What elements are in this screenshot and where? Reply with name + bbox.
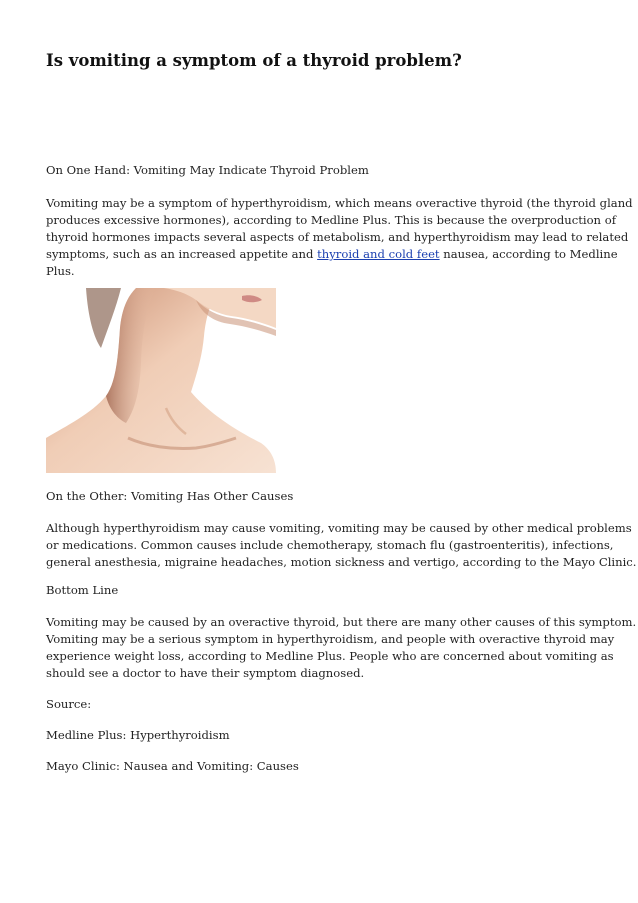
neck-photo-icon xyxy=(46,288,276,473)
paragraph-text: nausea, according to Medline xyxy=(439,247,618,261)
section-heading-other-causes: On the Other: Vomiting Has Other Causes xyxy=(46,489,294,503)
paragraph-line: Vomiting may be caused by an overactive thyroid, but there are many other causes of this symptom. xyxy=(46,615,637,629)
paragraph-text: symptoms, such as an increased appetite and xyxy=(46,247,318,261)
paragraph-line: Vomiting may be a serious symptom in hyperthyroidism, and people with overactive thyroid may xyxy=(46,632,615,646)
thyroid-cold-feet-link[interactable]: thyroid and cold feet xyxy=(317,247,440,261)
woman-neck-photo xyxy=(46,288,276,473)
source-item: Medline Plus: Hyperthyroidism xyxy=(46,728,230,742)
section-heading-bottom-line: Bottom Line xyxy=(46,583,119,597)
section-heading-one-hand: On One Hand: Vomiting May Indicate Thyroid Problem xyxy=(46,163,369,177)
paragraph-line: Vomiting may be a symptom of hyperthyroidism, which means overactive thyroid (the thyroid gland xyxy=(46,196,633,210)
paragraph-line: should see a doctor to have their symptom diagnosed. xyxy=(46,666,365,680)
paragraph-line xyxy=(46,246,618,263)
article-title: Is vomiting a symptom of a thyroid problem? xyxy=(46,51,462,70)
paragraph-line: Plus. xyxy=(46,264,75,278)
paragraph-line: produces excessive hormones), according to Medline Plus. This is because the overproduction of xyxy=(46,213,616,227)
paragraph-line: or medications. Common causes include chemotherapy, stomach flu (gastroenteritis), infections, xyxy=(46,538,614,552)
source-label: Source: xyxy=(46,697,92,711)
paragraph-line: Although hyperthyroidism may cause vomiting, vomiting may be caused by other medical problems xyxy=(46,521,632,535)
source-item: Mayo Clinic: Nausea and Vomiting: Causes xyxy=(46,759,299,773)
paragraph-line: experience weight loss, according to Medline Plus. People who are concerned about vomiting as xyxy=(46,649,614,663)
paragraph-line: general anesthesia, migraine headaches, motion sickness and vertigo, according to the Mayo Clinic. xyxy=(46,555,637,569)
paragraph-line: thyroid hormones impacts several aspects of metabolism, and hyperthyroidism may lead to related xyxy=(46,230,629,244)
